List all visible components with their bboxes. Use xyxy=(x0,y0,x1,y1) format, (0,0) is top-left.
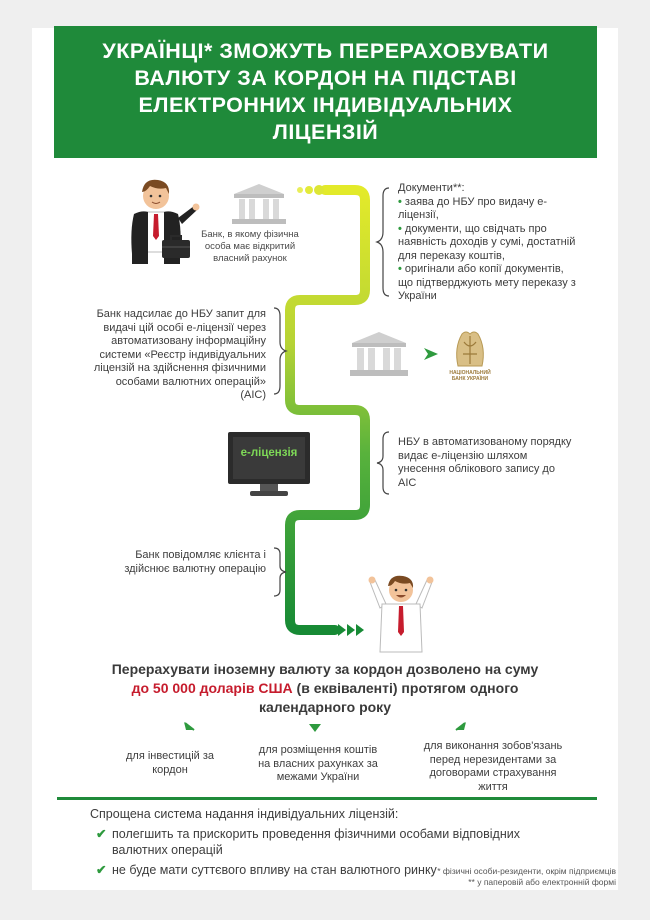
bank-building-icon xyxy=(348,330,410,378)
monitor-icon xyxy=(226,430,312,498)
check-arrow-icon xyxy=(306,718,324,736)
footnote-2: ** у паперовій або електронній формі xyxy=(468,877,616,887)
nbu-logo-icon xyxy=(450,328,490,370)
brace-request xyxy=(268,306,288,396)
summary-line3: календарного року xyxy=(259,699,391,715)
benefit-item: ✔ полегшить та прискорить проведення фізичними особами відповідних валютних операцій xyxy=(96,827,520,857)
flow-dot xyxy=(305,186,313,194)
check-icon: ✔ xyxy=(96,827,107,841)
nbu-issue-text: НБУ в автоматизованому порядку видає е-ліцензію шляхом унесення облікового запису до АІС xyxy=(398,436,572,489)
flow-arrow xyxy=(338,624,346,636)
brace-issue xyxy=(375,430,395,496)
briefcase-icon xyxy=(160,232,192,260)
brace-documents xyxy=(375,186,395,298)
purpose-insurance: для виконання зобов'язань перед нерезидентами за договорами страхування життя xyxy=(423,740,563,793)
bank-request-text: Банк надсилає до НБУ запит для видачі цій особі е-ліцензії через автоматизовану інформаційну системи «Реєстр індивідуальних ліцензій на здійснення фізичними особами валютних операцій» (АІС) xyxy=(93,308,266,401)
brace-notify xyxy=(268,546,288,598)
flow-dot xyxy=(297,187,303,193)
summary-line2: до 50 000 доларів США (в еквіваленті) протягом одного xyxy=(131,680,519,696)
arrow-right-icon xyxy=(422,346,440,362)
flow-dot xyxy=(314,185,324,195)
footnote-1: * фізичні особи-резиденти, окрім підприємців xyxy=(437,866,616,876)
documents-item: • заява до НБУ про видачу е-ліцензії, xyxy=(398,195,548,221)
benefit-item: ✔ не буде мати суттєвого впливу на стан валютного ринку xyxy=(96,863,437,877)
section-divider xyxy=(57,797,597,800)
check-arrow-icon xyxy=(452,718,470,736)
page-title: УКРАЇНЦІ* ЗМОЖУТЬ ПЕРЕРАХОВУВАТИ ВАЛЮТУ ЗА КОРДОН НА ПІДСТАВІ ЕЛЕКТРОННИХ ІНДИВІДУАЛЬНИХ ЛІЦЕНЗІЙ xyxy=(102,39,549,144)
footnotes xyxy=(396,866,616,888)
purpose-foreign-accounts: для розміщення коштів на власних рахунках за межами України xyxy=(258,744,378,783)
happy-man-icon xyxy=(366,574,436,654)
e-license-screen-label: е-ліцензія xyxy=(240,447,298,459)
flow-arrow xyxy=(356,624,364,636)
documents-title: Документи**: xyxy=(398,182,465,194)
bank-building-icon xyxy=(230,182,288,226)
flow-arrow xyxy=(347,624,355,636)
bank-notify-text: Банк повідомляє клієнта і здійснює валютну операцію xyxy=(124,549,266,575)
summary-highlight: до 50 000 доларів США xyxy=(131,680,293,696)
documents-item: • документи, що свідчать про наявність доходів у сумі, достатній для переказу коштів, xyxy=(398,222,576,262)
benefits-title: Спрощена система надання індивідуальних ліцензій: xyxy=(90,807,399,821)
check-icon: ✔ xyxy=(96,863,107,877)
nbu-logo-text: НАЦІОНАЛЬНИЙ БАНК УКРАЇНИ xyxy=(449,370,491,382)
summary-line1: Перерахувати іноземну валюту за кордон дозволено на суму xyxy=(111,661,539,677)
documents-item: • оригінали або копії документів, що підтверджують мету переказу з України xyxy=(398,263,576,302)
check-arrow-icon xyxy=(180,718,198,736)
summary-text xyxy=(75,660,575,717)
bank-note: Банк, в якому фізична особа має відкритий власний рахунок xyxy=(201,229,299,264)
documents-block xyxy=(398,182,578,304)
purpose-investments: для інвестицій за кордон xyxy=(126,750,214,776)
